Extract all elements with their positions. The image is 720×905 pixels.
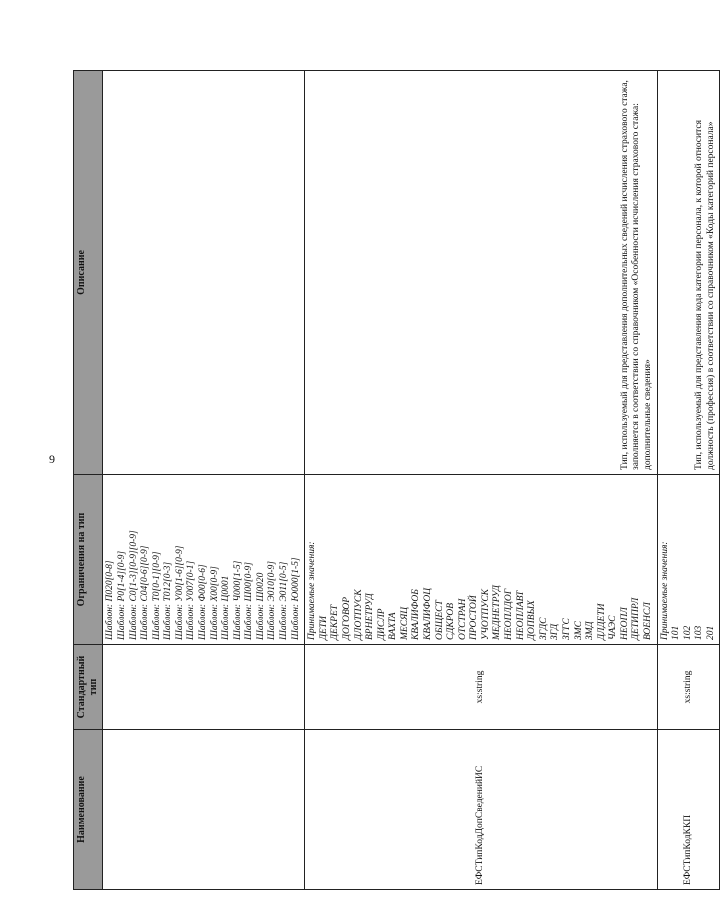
list-item: ОТСТРАН [457,598,468,640]
list-item: КВАЛИФОЦ [422,587,433,640]
list-item: ВАХТА [388,612,399,640]
table-row [305,71,657,890]
list-item: ОБЩЕСТ [434,600,445,640]
list-item: ПРОСТОЙ [469,595,480,640]
restriction-caption: Принимаемые значения: [307,541,318,640]
list-item: ЗГД [550,623,561,640]
list-item: ДЕТИПРЛ [631,597,642,640]
types-table [73,70,720,890]
list-item: ЗМС [573,621,584,640]
list-item: ЧАЭС [608,615,619,640]
list-item: Шаблон: Ф00[0-6] [198,564,208,640]
restriction-caption: Принимаемые значения: [659,541,670,640]
list-item: ДИСЛР [376,608,387,640]
restriction-values [657,475,720,645]
list-item: 201 [705,625,716,640]
header-description: Описание [74,71,103,475]
list-item: НЕОПЛАВТ [515,590,526,640]
header-restrictions: Ограничения на тип [74,475,103,645]
list-item: ДОГОВОР [341,596,352,640]
list-item: Шаблон: С0[1-3][0-9][0-9] [128,530,139,640]
continued-patterns-cell [103,475,305,645]
list-item: 101 [671,625,682,640]
header-name: Наименование [74,730,103,890]
list-item: НЕОПЛДОГ [504,588,515,640]
list-item: Шаблон: Р0[1-4][0-9] [116,550,127,640]
header-standard-type: Стандартный тип [74,645,103,730]
list-item: Шаблон: Т0[0-1][0-9] [151,551,162,640]
list-item: Шаблон: П020[0-8] [105,560,116,640]
page-number: 9 [49,452,55,466]
list-item: МЕДНЕТРУД [492,585,503,640]
list-item: Шаблон: Ц0001 [221,575,232,640]
header-row [74,71,103,890]
list-item: 102 [682,625,693,640]
value-list [319,479,655,640]
list-item: ДЕТИ [318,616,329,640]
table-row-continued [103,71,305,890]
list-item: ЗМД [585,621,596,640]
list-item: Шаблон: Т012[0-3] [163,561,174,640]
list-item: Шаблон: Х00[0-9] [209,566,220,640]
continued-type-cell [103,645,305,730]
list-item: НЕОПЛ [619,607,630,640]
continued-name-cell [103,730,305,890]
list-item: Шаблон: Э011[0-5] [279,561,290,640]
list-item: Шаблон: Ю000[1-5] [290,557,301,640]
list-item: ДЛОТПУСК [353,589,364,640]
list-item: Шаблон: Ч000[1-5] [232,560,243,640]
list-item: Шаблон: Ш00[0-9] [244,562,255,640]
list-item: ЗГДС [538,617,549,640]
type-name: ЕФСТипКодККП [657,730,720,890]
list-item: Шаблон: Э010[0-9] [267,561,278,640]
list-item: МЕСЯЦ [399,606,410,640]
pattern-list [105,479,302,640]
list-item: Шаблон: У007[0-1] [186,560,197,640]
list-item: Шаблон: С04[0-6][0-9] [140,545,151,640]
list-item: КВАЛИФОБ [411,589,422,640]
type-description: Тип, используемый для представления дополнительных сведений исчисления страхового стажа, заполняется в соответствии со справочником «Особенности исчисления страхового стажа: дополнительные сведения» [305,71,657,475]
standard-type: xs:string [657,645,720,730]
list-item: ВРНЕТРУД [365,593,376,640]
list-item: 103 [694,625,705,640]
restriction-values [305,475,657,645]
list-item: ДЛДЕТИ [596,603,607,640]
list-item: УЧОТПУСК [480,589,491,640]
list-item: ЗГГС [561,618,572,640]
list-item: ВОЕНСЛ [642,602,653,640]
standard-type: xs:string [305,645,657,730]
list-item: Шаблон: У00[1-6][0-9] [174,545,185,640]
table-row [657,71,720,890]
list-item: Шаблон: Ш0020 [255,572,266,640]
type-description: Тип, используемый для представления кода категории персонала, к которой относится должность (профессия) в соответствии со справочником «Коды категорий персонала» [657,71,720,475]
list-item: ДЕКРЕТ [330,604,341,640]
type-name: ЕФСТипКодДопСведенийИС [305,730,657,890]
rotated-table-container [73,70,716,890]
list-item: ДОПВЫХ [527,600,538,640]
value-list [671,479,717,640]
list-item: СДКРОВ [446,602,457,640]
continued-description-cell [103,71,305,475]
